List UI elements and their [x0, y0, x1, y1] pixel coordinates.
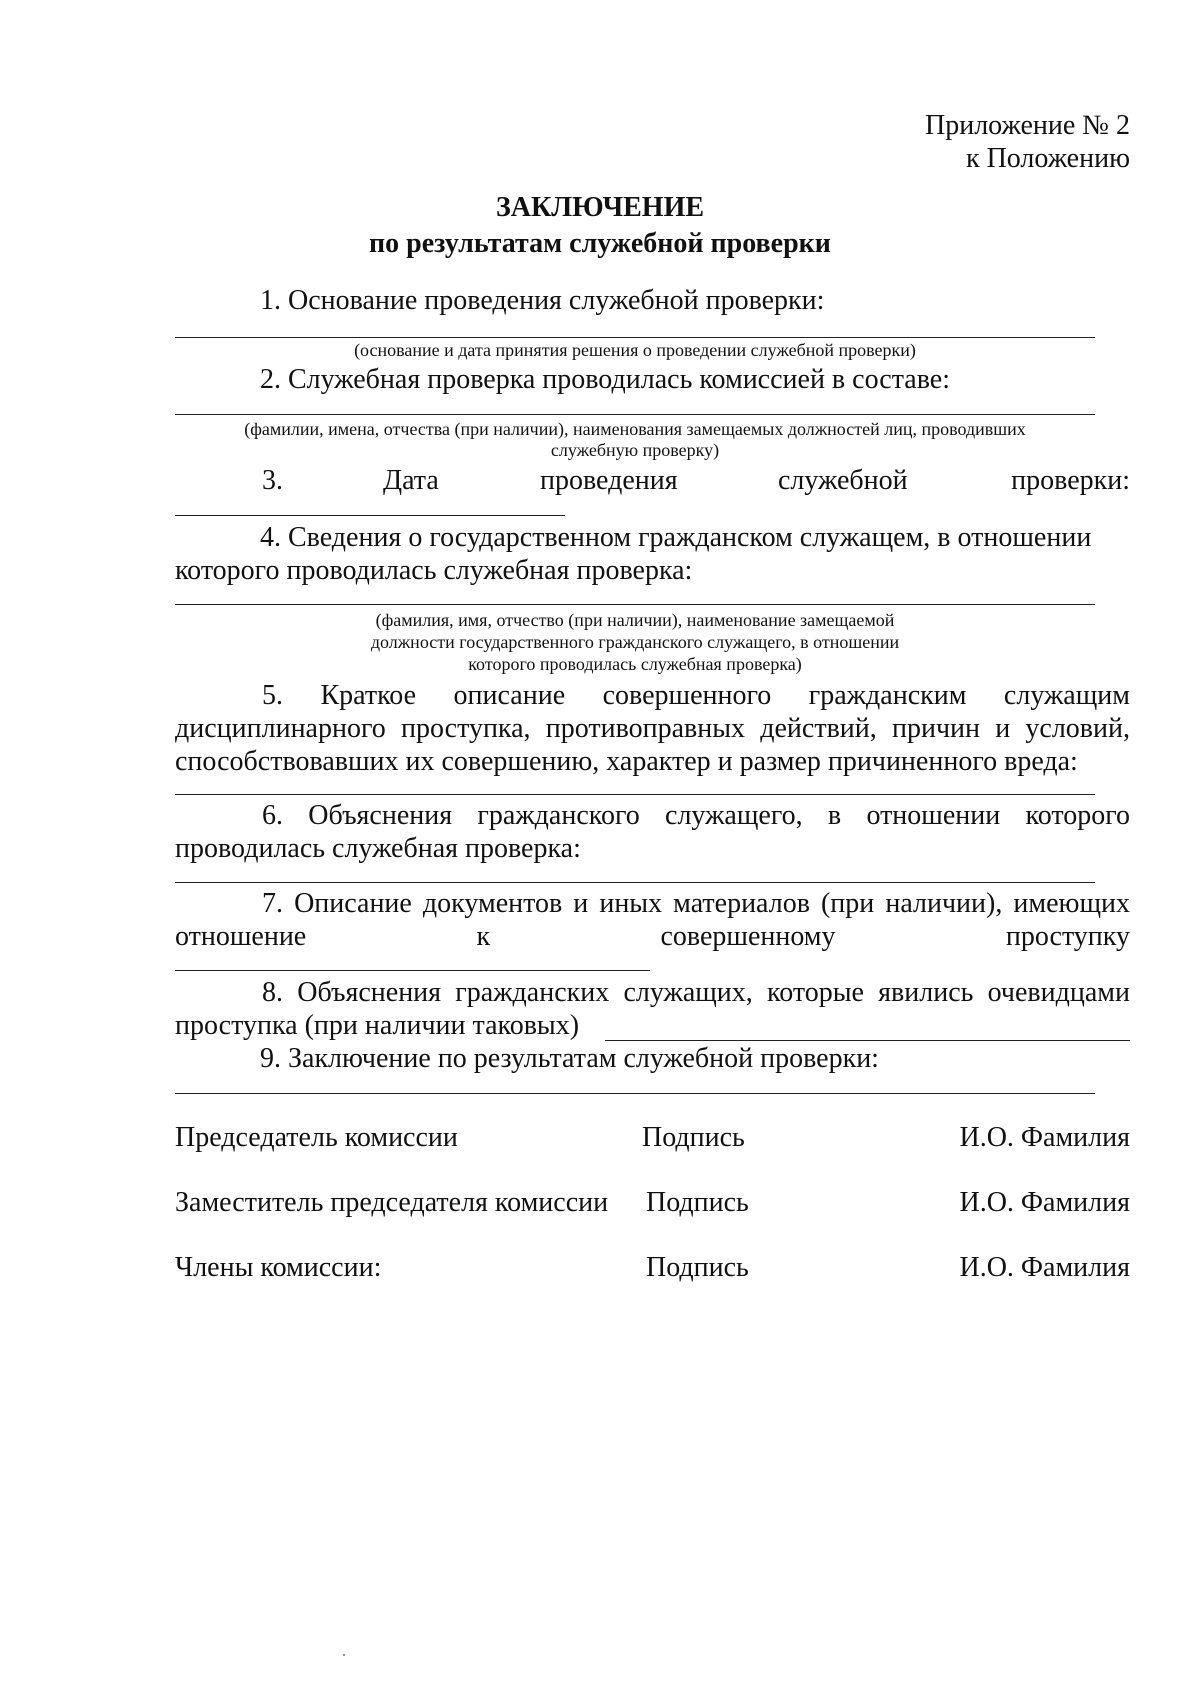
- item-7-fill-line: [175, 970, 650, 971]
- signature-name-members: И.О. Фамилия: [959, 1252, 1130, 1283]
- item-3-word-date: Дата: [383, 465, 439, 496]
- document-subtitle: по результатам служебной проверки: [369, 228, 831, 259]
- scan-speck: [343, 1654, 345, 1656]
- item-3-word-service: служебной: [778, 465, 908, 496]
- item-8-fill-line: [605, 1040, 1130, 1041]
- signature-role-members: Члены комиссии:: [175, 1252, 382, 1283]
- item-3-fill-line: [175, 515, 565, 516]
- item-4-fill-line: [175, 604, 1095, 605]
- signature-role-deputy: Заместитель председателя комиссии: [175, 1187, 609, 1218]
- signature-name-deputy: И.О. Фамилия: [959, 1187, 1130, 1218]
- item-1-fill-line: [175, 337, 1095, 338]
- item-5-line-1: 5. Краткое описание совершенного гражданским служащим: [262, 680, 1130, 711]
- appendix-number: Приложение № 2: [925, 110, 1130, 141]
- item-6-fill-line: [175, 882, 1095, 883]
- item-5-line-3: способствовавших их совершению, характер и размер причиненного вреда:: [175, 746, 1078, 777]
- item-2-fill-line: [175, 414, 1095, 415]
- item-9-fill-line: [175, 1093, 1095, 1094]
- signature-sign-chairman: Подпись: [642, 1122, 745, 1153]
- item-4-note-line-3: которого проводилась служебная проверка): [468, 654, 802, 674]
- item-4-line-2: которого проводилась служебная проверка:: [175, 555, 693, 586]
- item-5-line-2: дисциплинарного проступка, противоправных действий, причин и условий,: [175, 713, 1130, 744]
- item-7-line-1: 7. Описание документов и иных материалов (при наличии), имеющих: [262, 888, 1130, 919]
- item-4-note-line-2: должности государственного гражданского служащего, в отношении: [370, 632, 900, 652]
- item-8-line-1: 8. Объяснения гражданских служащих, которые явились очевидцами: [262, 977, 1130, 1008]
- item-1-note: (основание и дата принятия решения о проведении служебной проверки): [354, 340, 916, 360]
- item-3-word-conducting: проведения: [540, 465, 678, 496]
- item-4-note-line-1: (фамилия, имя, отчество (при наличии), наименование замещаемой: [375, 610, 895, 630]
- item-5-fill-line: [175, 794, 1095, 795]
- document-title: ЗАКЛЮЧЕНИЕ: [495, 192, 705, 223]
- item-6-line-1: 6. Объяснения гражданского служащего, в отношении которого: [262, 800, 1130, 831]
- appendix-reference: к Положению: [965, 143, 1130, 174]
- item-4-line-1: 4. Сведения о государственном гражданском служащем, в отношении: [260, 522, 1092, 553]
- item-2-note-line-2: служебную проверку): [550, 440, 720, 460]
- item-3-number: 3.: [262, 465, 283, 496]
- signature-sign-deputy: Подпись: [646, 1187, 749, 1218]
- item-6-line-2: проводилась служебная проверка:: [175, 833, 581, 864]
- item-2-note-line-1: (фамилии, имена, отчества (при наличии), наименования замещаемых должностей лиц, проводивших: [244, 419, 1026, 439]
- signature-name-chairman: И.О. Фамилия: [959, 1122, 1130, 1153]
- signature-role-chairman: Председатель комиссии: [175, 1122, 458, 1153]
- item-8-line-2: проступка (при наличии таковых): [175, 1010, 580, 1041]
- item-2-label: 2. Служебная проверка проводилась комиссией в составе:: [260, 364, 950, 395]
- item-3-word-check: проверки:: [1011, 465, 1130, 496]
- item-9-label: 9. Заключение по результатам служебной проверки:: [260, 1043, 879, 1074]
- item-1-label: 1. Основание проведения служебной проверки:: [260, 285, 825, 316]
- item-7-line-2: отношение к совершенному проступку: [175, 921, 1130, 952]
- signature-sign-members: Подпись: [646, 1252, 749, 1283]
